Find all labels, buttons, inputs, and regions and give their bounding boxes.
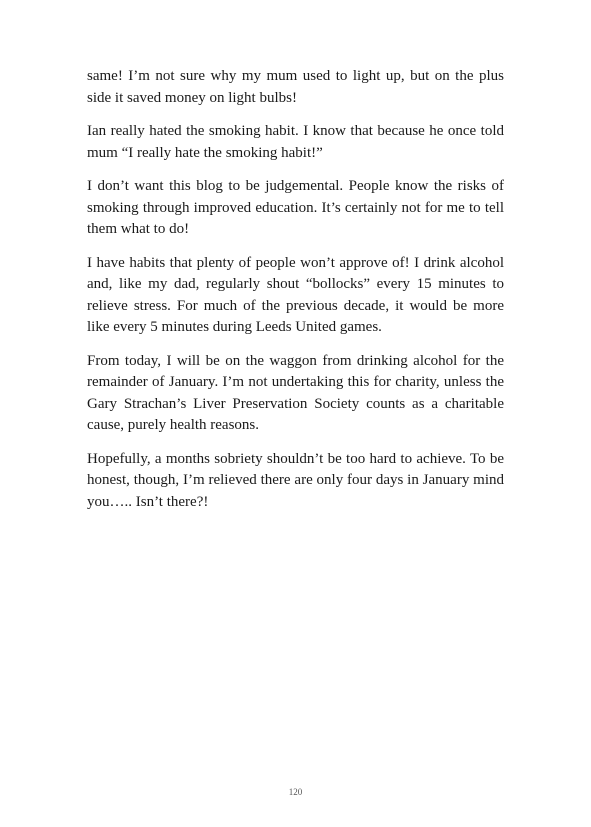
paragraph: From today, I will be on the waggon from drinking alcohol for the remainder of January. I’m not undertaking this for charity, unless the Gary Strachan’s Liver Preservation Society counts as a charitable cause, purely health reasons. (87, 352, 504, 433)
paragraph: Ian really hated the smoking habit. I know that because he once told mum “I really hate the smoking habit!” (87, 123, 504, 161)
body-text (87, 66, 504, 525)
page-number: 120 (288, 787, 303, 797)
paragraph: I don’t want this blog to be judgemental. People know the risks of smoking through improved education. It’s certainly not for me to tell them what to do! (87, 178, 504, 237)
paragraph: same! I’m not sure why my mum used to light up, but on the plus side it saved money on light bulbs! (87, 68, 504, 106)
paragraph: I have habits that plenty of people won’t approve of! I drink alcohol and, like my dad, regularly shout “bollocks” every 15 minutes to relieve stress. For much of the previous decade, it would be more like every 5 minutes during Leeds United games. (87, 254, 504, 335)
paragraph: Hopefully, a months sobriety shouldn’t be too hard to achieve. To be honest, though, I’m relieved there are only four days in January mind you….. Isn’t there?! (87, 450, 504, 510)
